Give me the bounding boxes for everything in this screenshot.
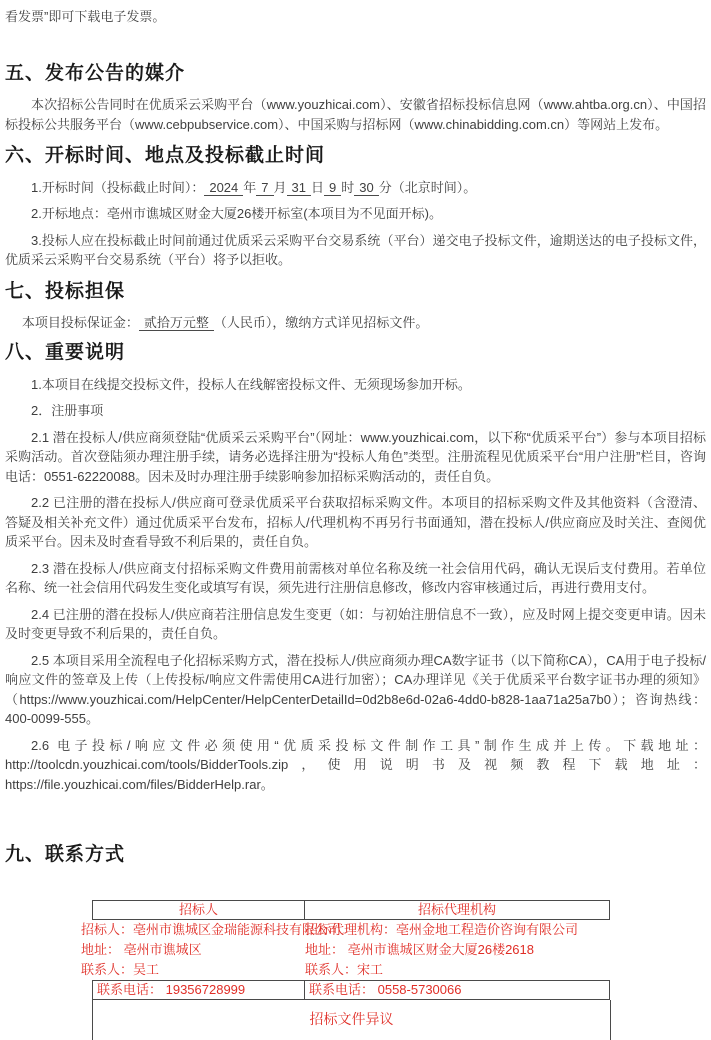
- contact-table: [81, 900, 611, 1040]
- opening-time-suffix: （北京时间）。: [391, 179, 477, 195]
- opening-submit-paragraph: 3.投标人应在投标截止时间前通过优质采云采购平台交易系统（平台）递交电子投标文件，逾期送达的电子投标文件，优质采云采购平台交易系统（平台）将予以拒收。: [5, 232, 706, 268]
- minute-label: 分: [378, 179, 392, 195]
- section-heading-contact: 九、联系方式: [5, 844, 126, 866]
- bidder-address: 地址： 亳州市谯城区: [81, 941, 202, 957]
- guarantee-paragraph: [5, 313, 706, 333]
- bidder-name: 招标人：亳州市谯城区金瑞能源科技有限公司: [81, 921, 342, 937]
- guarantee-suffix: （人民币），缴纳方式详见招标文件。: [213, 315, 429, 331]
- hour-label: 时: [341, 179, 355, 195]
- intro-text: 看发票”即可下载电子发票。: [5, 9, 166, 24]
- agency-address: 地址： 亳州市谯城区财金大厦26楼2618: [305, 941, 534, 957]
- bidder-contact: 联系人：吴工: [81, 961, 160, 977]
- note-paragraph-2-4: 2.4 已注册的潜在投标人/供应商若注册信息发生变更（如：与初始注册信息不一致），应及时网上提交变更申请。因未及时变更导致不利后果的，责任自负。: [5, 606, 706, 642]
- agency-info-cell: [305, 920, 611, 980]
- contact-table-footer-cell: 招标文件异议: [92, 1000, 611, 1040]
- note-paragraph-2: 2．注册事项: [31, 403, 104, 419]
- note-paragraph-2-1: 2.1 潜在投标人/供应商须登陆“优质采云采购平台”（网址：www.youzhicai.com，以下称“优质采平台”）参与本项目招标采购活动。首次登陆须办理注册手续，请务必选择注册为“投标人角色”类型。注册流程见优质采平台“用户注册”栏目，咨询电话：0551-62220088。因未及时办理注册手续影响参加招标采购活动的，责任自负。: [5, 429, 706, 484]
- guarantee-prefix: 本项目投标保证金：: [21, 315, 139, 331]
- agency-name: 招标代理机构：亳州金地工程造价咨询有限公司: [305, 921, 579, 937]
- year-label: 年: [243, 179, 257, 195]
- note-paragraph-2-2: 2.2 已注册的潜在投标人/供应商可登录优质采平台获取招标采购文件。本项目的招标采购文件及其他资料（含澄清、答疑及相关补充文件）通过优质采平台发布，招标人/代理机构不再另行书面通知，潜在投标人/供应商应及时关注、查阅优质采平台。因未及时查看导致不利后果的，责任自负。: [5, 495, 706, 550]
- opening-hour-value: 9: [324, 180, 341, 196]
- note-paragraph-2-3: 2.3 潜在投标人/供应商支付招标采购文件费用前需核对单位名称及统一社会信用代码，确认无误后支付费用。若单位名称、统一社会信用代码发生变化或填写有误，须先进行注册信息修改，修改内容审核通过后，再进行费用支付。: [5, 560, 706, 596]
- opening-year-value: 2024: [204, 180, 243, 196]
- media-paragraph: 本次招标公告同时在优质采云采购平台（www.youzhicai.com）、安徽省招标投标信息网（www.ahtba.org.cn）、中国招标投标公共服务平台（www.cebpubservice.com）、中国采购与招标网（www.chinabidding.com.cn）等网站上发布。: [5, 97, 706, 132]
- note-paragraph-2-6: 2.6 电子投标/响应文件必须使用“优质采投标文件制作工具”制作生成并上传。下载地址：http://toolcdn.youzhicai.com/tools/BidderTools.zip，使用说明书及视频教程下载地址：https://file.youzhicai.com/files/BidderHelp.rar。: [5, 737, 706, 792]
- note-paragraph-2-5: 2.5 本项目采用全流程电子化招标采购方式，潜在投标人/供应商须办理CA数字证书（以下简称CA），CA用于电子投标/响应文件的签章及上传（上传投标/响应文件需使用CA进行加密）；CA办理详见《关于优质采平台数字证书办理的须知》（https://www.youzhicai.com/HelpCenter/HelpCenterDetailId=0d2b8e6d-02a6-4dd0-b828-1aa71a25a7b0）；咨询热线：400-0099-555。: [5, 652, 706, 727]
- section-heading-guarantee: 七、投标担保: [5, 280, 126, 302]
- section-heading-notes: 八、重要说明: [5, 341, 126, 363]
- note-paragraph-1: 1.本项目在线提交投标文件，投标人在线解密投标文件、无须现场参加开标。: [31, 376, 471, 392]
- opening-month-value: 7: [256, 180, 273, 196]
- section-heading-opening: 六、开标时间、地点及投标截止时间: [5, 145, 326, 167]
- opening-place-paragraph: 2.开标地点：亳州市谯城区财金大厦26楼开标室(本项目为不见面开标)。: [31, 206, 442, 222]
- agency-contact: 联系人：宋工: [305, 961, 384, 977]
- agency-phone-cell: 联系电话： 0558-5730066: [304, 980, 610, 1000]
- bidder-phone-cell: 联系电话： 19356728999: [92, 980, 305, 1000]
- opening-time-prefix: 1.开标时间（投标截止时间）：: [31, 179, 205, 195]
- bidder-header-cell: 招标人: [92, 900, 305, 920]
- opening-day-value: 31: [287, 180, 311, 196]
- contact-table-phone-row: [92, 980, 611, 1000]
- agency-header-cell: 招标代理机构: [304, 900, 610, 920]
- contact-table-info-row: [81, 920, 611, 980]
- day-label: 日: [311, 179, 325, 195]
- bidder-info-cell: [81, 920, 342, 980]
- opening-minute-value: 30: [354, 180, 378, 196]
- opening-time-paragraph: [5, 178, 706, 198]
- month-label: 月: [273, 179, 287, 195]
- section-heading-media: 五、发布公告的媒介: [5, 62, 186, 84]
- contact-table-header-row: [92, 900, 611, 920]
- guarantee-amount: 贰拾万元整: [139, 315, 214, 331]
